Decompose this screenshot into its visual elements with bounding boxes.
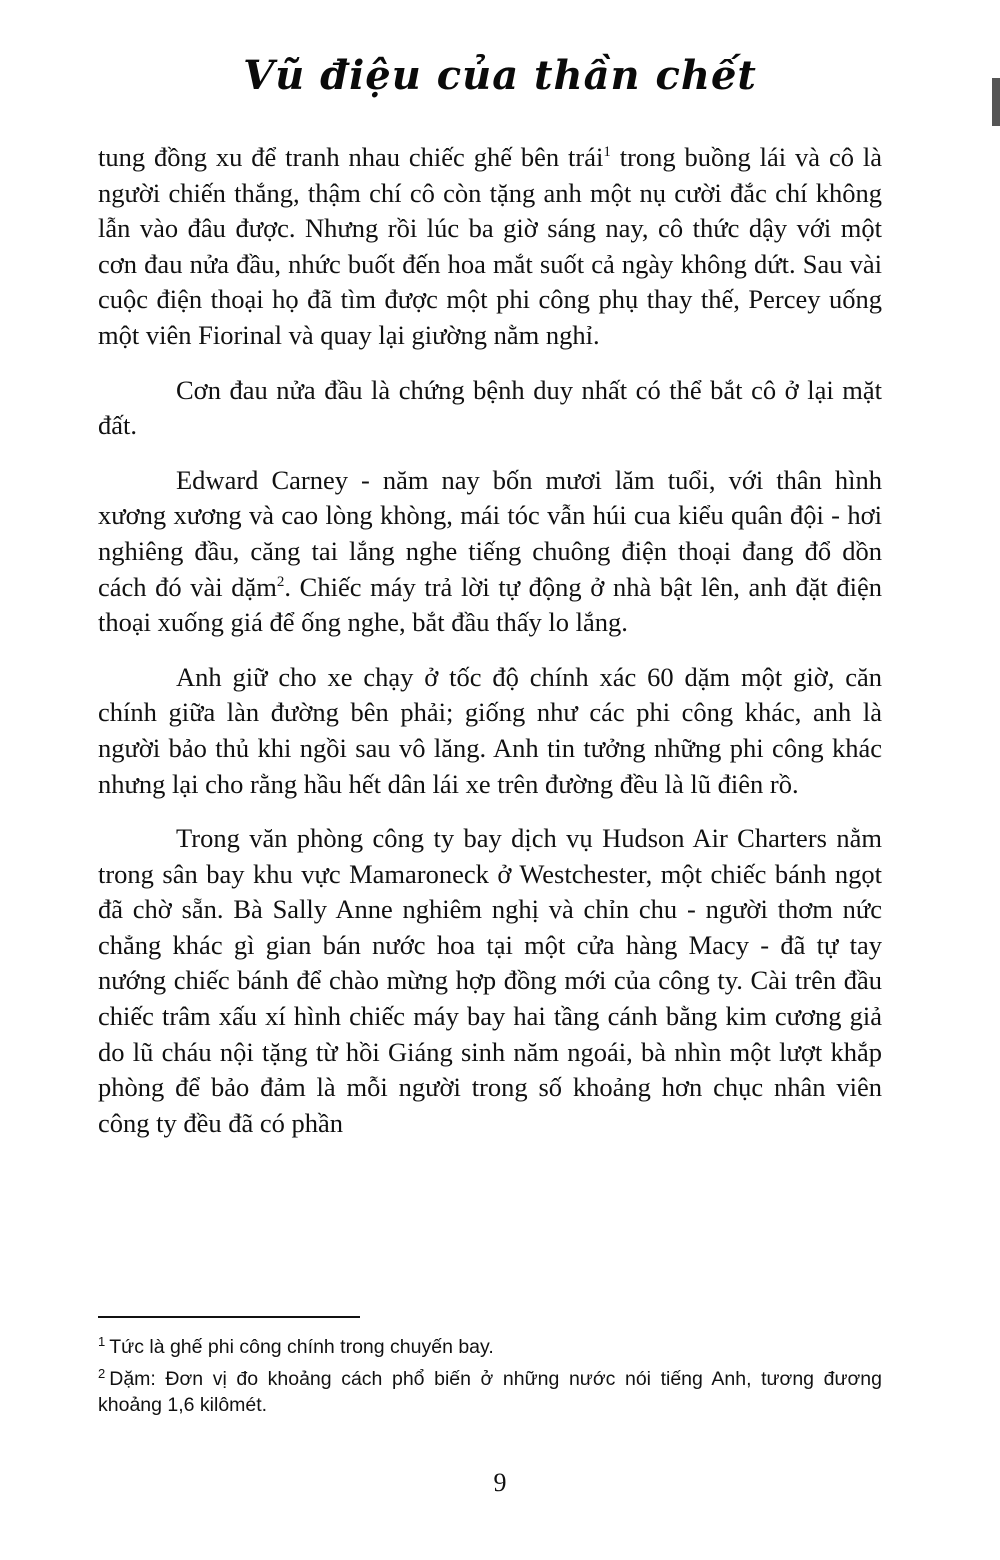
paragraph-1-part-b: trong buồng lái và cô là người chiến thắng, thậm chí cô còn tặng anh một nụ cười đắc chí không lẫn vào đâu được. Nhưng rồi lúc ba giờ sáng nay, cô thức dậy với một cơn đau nửa đầu, nhức buốt đến hoa mắt suốt cả ngày không dứt. Sau vài cuộc điện thoại họ đã tìm được một phi công phụ thay thế, Percey uống một viên Fiorinal và quay lại giường nằm nghỉ. xyxy=(98,142,882,350)
paragraph-3-part-a: Edward Carney - năm nay bốn mươi lăm tuổi, với thân hình xương xương và cao lòng khòng, mái tóc vẫn húi cua kiểu quân đội - hơi nghiêng đầu, căng tai lắng nghe tiếng chuông điện thoại đang đổ dồn cách đó vài dặm xyxy=(98,464,882,602)
footnote-text-1: Tức là ghế phi công chính trong chuyến bay. xyxy=(109,1336,494,1358)
page-number: 9 xyxy=(493,1468,507,1497)
paragraph-1 xyxy=(98,140,882,354)
paragraph-4: Anh giữ cho xe chạy ở tốc độ chính xác 60 dặm một giờ, căn chính giữa làn đường bên phải; giống như các phi công khác, anh là người bảo thủ khi ngồi sau vô lăng. Anh tin tưởng những phi công khác nhưng lại cho rằng hầu hết dân lái xe trên đường đều là lũ điên rồ. xyxy=(98,661,882,799)
body-text xyxy=(98,140,882,1160)
page-edge-mark xyxy=(992,78,1000,126)
paragraph-3 xyxy=(98,463,882,641)
footnotes xyxy=(98,1334,882,1424)
footnote-mark-1: 1 xyxy=(98,1333,106,1349)
footnote-divider xyxy=(98,1316,360,1318)
paragraph-1-part-a: tung đồng xu để tranh nhau chiếc ghế bên trái xyxy=(98,142,604,172)
running-title: Vũ điệu của thần chết xyxy=(243,52,757,99)
footnote-ref-1: 1 xyxy=(603,144,611,161)
paragraph-5: Trong văn phòng công ty bay dịch vụ Hudson Air Charters nằm trong sân bay khu vực Mamaroneck ở Westchester, một chiếc bánh ngọt đã chờ sẵn. Bà Sally Anne nghiêm nghị và chỉn chu - người thơm nức chẳng khác gì gian bán nước hoa tại một cửa hàng Macy - đã tự tay nướng chiếc bánh để chào mừng hợp đồng mới của công ty. Cài trên đầu chiếc trâm xấu xí hình chiếc máy bay hai tầng cánh bằng kim cương giả do lũ cháu nội tặng từ hồi Giáng sinh năm ngoái, bà nhìn một lượt khắp phòng để bảo đảm là mỗi người trong số khoảng hơn chục nhân viên công ty đều đã có phần xyxy=(98,823,882,1138)
paragraph-2: Cơn đau nửa đầu là chứng bệnh duy nhất có thể bắt cô ở lại mặt đất. xyxy=(98,374,882,441)
footnote-mark-2: 2 xyxy=(98,1365,106,1381)
footnote-2 xyxy=(98,1366,882,1418)
footnote-text-2: Dặm: Đơn vị đo khoảng cách phổ biến ở những nước nói tiếng Anh, tương đương khoảng 1,6 kilômét. xyxy=(98,1368,882,1416)
paragraph-3-part-b: . Chiếc máy trả lời tự động ở nhà bật lên, anh đặt điện thoại xuống giá để ống nghe, bắt đầu thấy lo lắng. xyxy=(98,571,882,638)
footnote-1 xyxy=(98,1334,882,1360)
footnote-ref-2: 2 xyxy=(276,573,285,590)
